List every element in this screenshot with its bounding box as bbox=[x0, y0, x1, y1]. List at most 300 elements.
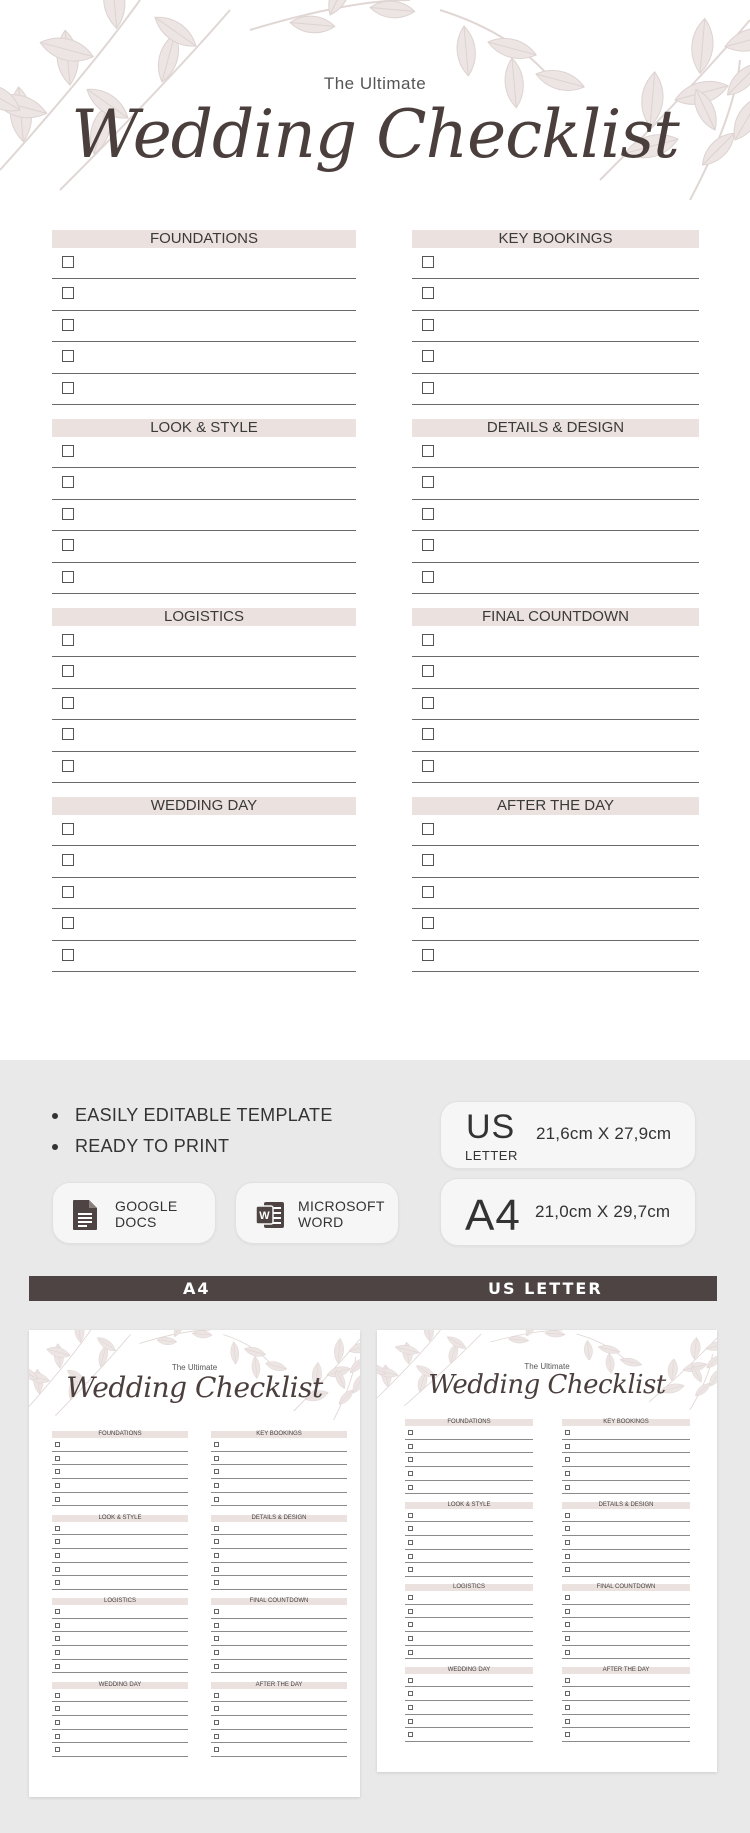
checkbox[interactable] bbox=[408, 1595, 413, 1600]
section-header: AFTER THE DAY bbox=[562, 1667, 690, 1674]
checklist-row[interactable] bbox=[52, 1619, 188, 1633]
checklist-row[interactable] bbox=[412, 815, 699, 846]
checklist-section bbox=[405, 1419, 533, 1502]
checkbox[interactable] bbox=[214, 1483, 219, 1488]
checkbox[interactable] bbox=[565, 1691, 570, 1696]
checklist-row[interactable] bbox=[412, 909, 699, 940]
checkbox[interactable] bbox=[214, 1553, 219, 1558]
checkbox[interactable] bbox=[422, 350, 434, 362]
checklist-section bbox=[405, 1584, 533, 1667]
checklist-row[interactable] bbox=[405, 1481, 533, 1495]
checkbox[interactable] bbox=[408, 1430, 413, 1435]
checklist-row[interactable] bbox=[211, 1743, 347, 1757]
checkbox[interactable] bbox=[565, 1554, 570, 1559]
checkbox[interactable] bbox=[55, 1442, 60, 1447]
checkbox[interactable] bbox=[422, 665, 434, 677]
checkbox[interactable] bbox=[422, 508, 434, 520]
checklist-section bbox=[412, 608, 699, 797]
checklist-row[interactable] bbox=[412, 468, 699, 499]
checklist-row[interactable] bbox=[52, 689, 356, 720]
checklist-row[interactable] bbox=[211, 1689, 347, 1703]
checklist-section bbox=[52, 230, 356, 419]
checklist-row[interactable] bbox=[211, 1605, 347, 1619]
checklist-row[interactable] bbox=[562, 1591, 690, 1605]
checkbox[interactable] bbox=[62, 760, 74, 772]
checklist-row[interactable] bbox=[412, 846, 699, 877]
checkbox[interactable] bbox=[62, 886, 74, 898]
checklist-row[interactable] bbox=[562, 1701, 690, 1715]
checkbox[interactable] bbox=[422, 823, 434, 835]
checklist-row[interactable] bbox=[405, 1728, 533, 1742]
checkbox[interactable] bbox=[408, 1678, 413, 1683]
checkbox[interactable] bbox=[422, 571, 434, 583]
checklist-row[interactable] bbox=[52, 1730, 188, 1744]
size-code: A4 bbox=[465, 1191, 521, 1240]
checkbox[interactable] bbox=[55, 1580, 60, 1585]
checklist-row[interactable] bbox=[412, 626, 699, 657]
section-header: LOOK & STYLE bbox=[405, 1502, 533, 1509]
checkbox[interactable] bbox=[214, 1442, 219, 1447]
checkbox[interactable] bbox=[422, 949, 434, 961]
checkbox[interactable] bbox=[422, 886, 434, 898]
checkbox[interactable] bbox=[565, 1705, 570, 1710]
checklist-row[interactable] bbox=[405, 1426, 533, 1440]
checkbox[interactable] bbox=[55, 1693, 60, 1698]
checkbox[interactable] bbox=[55, 1456, 60, 1461]
checklist-row[interactable] bbox=[52, 374, 356, 405]
checkbox[interactable] bbox=[55, 1650, 60, 1655]
checklist-row[interactable] bbox=[211, 1522, 347, 1536]
checkbox[interactable] bbox=[422, 256, 434, 268]
checklist-row[interactable] bbox=[52, 279, 356, 310]
checklist-row[interactable] bbox=[405, 1467, 533, 1481]
checkbox[interactable] bbox=[62, 697, 74, 709]
checkbox[interactable] bbox=[408, 1609, 413, 1614]
checklist-row[interactable] bbox=[52, 500, 356, 531]
checkbox[interactable] bbox=[408, 1540, 413, 1545]
checkbox[interactable] bbox=[565, 1444, 570, 1449]
checklist-row[interactable] bbox=[562, 1536, 690, 1550]
checkbox[interactable] bbox=[62, 350, 74, 362]
checklist-section bbox=[211, 1598, 347, 1682]
checkbox[interactable] bbox=[565, 1622, 570, 1627]
checkbox[interactable] bbox=[422, 382, 434, 394]
checklist-section bbox=[52, 1431, 188, 1515]
checklist-row[interactable] bbox=[52, 626, 356, 657]
google-docs-label: GOOGLE DOCS bbox=[115, 1198, 178, 1230]
checklist-row[interactable] bbox=[405, 1687, 533, 1701]
checkbox[interactable] bbox=[408, 1444, 413, 1449]
checkbox[interactable] bbox=[62, 917, 74, 929]
checklist-row[interactable] bbox=[52, 1438, 188, 1452]
checkbox[interactable] bbox=[214, 1456, 219, 1461]
checklist-row[interactable] bbox=[412, 563, 699, 594]
checkbox[interactable] bbox=[62, 539, 74, 551]
checklist-row[interactable] bbox=[405, 1440, 533, 1454]
checkbox[interactable] bbox=[214, 1609, 219, 1614]
checklist-row[interactable] bbox=[52, 1465, 188, 1479]
checklist-section bbox=[562, 1584, 690, 1667]
checkbox[interactable] bbox=[214, 1623, 219, 1628]
feature-list bbox=[52, 1100, 333, 1162]
checklist-row[interactable] bbox=[211, 1563, 347, 1577]
checklist-subtitle: The Ultimate bbox=[323, 74, 427, 93]
checkbox[interactable] bbox=[565, 1719, 570, 1724]
size-dimensions: 21,0cm X 29,7cm bbox=[535, 1202, 671, 1221]
section-header: KEY BOOKINGS bbox=[412, 230, 699, 248]
checkbox[interactable] bbox=[422, 917, 434, 929]
checkbox[interactable] bbox=[408, 1650, 413, 1655]
checkbox[interactable] bbox=[422, 319, 434, 331]
checklist-row[interactable] bbox=[412, 752, 699, 783]
checklist-row[interactable] bbox=[52, 248, 356, 279]
section-header: LOGISTICS bbox=[405, 1584, 533, 1591]
checklist-row[interactable] bbox=[211, 1493, 347, 1507]
checkbox[interactable] bbox=[62, 445, 74, 457]
checkbox[interactable] bbox=[214, 1664, 219, 1669]
checkbox[interactable] bbox=[62, 287, 74, 299]
checklist-row[interactable] bbox=[412, 311, 699, 342]
checkbox[interactable] bbox=[408, 1705, 413, 1710]
checklist-row[interactable] bbox=[412, 248, 699, 279]
checkbox[interactable] bbox=[214, 1734, 219, 1739]
checklist-row[interactable] bbox=[52, 1479, 188, 1493]
checkbox[interactable] bbox=[214, 1526, 219, 1531]
checklist-row[interactable] bbox=[562, 1674, 690, 1688]
checklist-row[interactable] bbox=[52, 1493, 188, 1507]
section-header: AFTER THE DAY bbox=[211, 1682, 347, 1689]
section-header: LOGISTICS bbox=[52, 1598, 188, 1605]
microsoft-word-badge bbox=[235, 1182, 399, 1244]
checklist-row[interactable] bbox=[562, 1522, 690, 1536]
checklist-row[interactable] bbox=[405, 1715, 533, 1729]
checklist-row[interactable] bbox=[211, 1716, 347, 1730]
checkbox[interactable] bbox=[565, 1471, 570, 1476]
checklist-row[interactable] bbox=[52, 1535, 188, 1549]
checkbox[interactable] bbox=[55, 1734, 60, 1739]
checklist-row[interactable] bbox=[211, 1549, 347, 1563]
checkbox[interactable] bbox=[62, 571, 74, 583]
section-header: FINAL COUNTDOWN bbox=[412, 608, 699, 626]
checkbox[interactable] bbox=[565, 1636, 570, 1641]
checklist-row[interactable] bbox=[412, 531, 699, 562]
checklist-row[interactable] bbox=[405, 1509, 533, 1523]
checkbox[interactable] bbox=[565, 1595, 570, 1600]
checklist-row[interactable] bbox=[405, 1605, 533, 1619]
checklist-row[interactable] bbox=[562, 1715, 690, 1729]
checklist-section bbox=[412, 797, 699, 986]
checklist-section bbox=[52, 1682, 188, 1766]
checkbox[interactable] bbox=[55, 1483, 60, 1488]
checkbox[interactable] bbox=[422, 445, 434, 457]
checkbox[interactable] bbox=[55, 1623, 60, 1628]
checklist-row[interactable] bbox=[562, 1453, 690, 1467]
checkbox[interactable] bbox=[408, 1622, 413, 1627]
checklist-row[interactable] bbox=[52, 531, 356, 562]
preview-column bbox=[52, 1431, 188, 1765]
checkbox[interactable] bbox=[565, 1732, 570, 1737]
bar-label-us-letter: US LETTER bbox=[488, 1279, 603, 1298]
checklist-section bbox=[52, 608, 356, 797]
checklist-section bbox=[52, 1598, 188, 1682]
checkbox[interactable] bbox=[55, 1497, 60, 1502]
right-column bbox=[412, 230, 699, 986]
checklist-row[interactable] bbox=[52, 1605, 188, 1619]
checklist-row[interactable] bbox=[52, 1689, 188, 1703]
section-header: DETAILS & DESIGN bbox=[562, 1502, 690, 1509]
section-header: WEDDING DAY bbox=[52, 797, 356, 815]
checklist-section bbox=[562, 1419, 690, 1502]
checklist-row[interactable] bbox=[52, 563, 356, 594]
checklist-row[interactable] bbox=[52, 1702, 188, 1716]
preview-subtitle: The Ultimate bbox=[524, 1362, 570, 1371]
checklist-section bbox=[405, 1667, 533, 1750]
checkbox[interactable] bbox=[422, 760, 434, 772]
checklist-section bbox=[562, 1502, 690, 1585]
checklist-row[interactable] bbox=[405, 1646, 533, 1660]
checkbox[interactable] bbox=[55, 1706, 60, 1711]
microsoft-word-label: MICROSOFT WORD bbox=[298, 1198, 385, 1230]
checkbox[interactable] bbox=[565, 1650, 570, 1655]
checklist-row[interactable] bbox=[562, 1440, 690, 1454]
checkbox[interactable] bbox=[565, 1513, 570, 1518]
checklist-row[interactable] bbox=[412, 374, 699, 405]
a4-preview bbox=[29, 1330, 360, 1797]
checkbox[interactable] bbox=[214, 1580, 219, 1585]
checklist-row[interactable] bbox=[211, 1660, 347, 1674]
checklist-row[interactable] bbox=[405, 1674, 533, 1688]
checklist-row[interactable] bbox=[52, 1452, 188, 1466]
checkbox[interactable] bbox=[55, 1526, 60, 1531]
checkbox[interactable] bbox=[214, 1693, 219, 1698]
checklist-row[interactable] bbox=[405, 1632, 533, 1646]
checkbox[interactable] bbox=[565, 1430, 570, 1435]
checkbox[interactable] bbox=[422, 634, 434, 646]
section-header: FINAL COUNTDOWN bbox=[562, 1584, 690, 1591]
checklist-row[interactable] bbox=[52, 1743, 188, 1757]
checkbox[interactable] bbox=[55, 1567, 60, 1572]
checkbox[interactable] bbox=[565, 1457, 570, 1462]
checklist-row[interactable] bbox=[52, 1716, 188, 1730]
preview-subtitle: The Ultimate bbox=[171, 1363, 218, 1372]
checklist-row[interactable] bbox=[405, 1618, 533, 1632]
checklist-row[interactable] bbox=[562, 1728, 690, 1742]
checkbox[interactable] bbox=[422, 287, 434, 299]
checkbox[interactable] bbox=[62, 665, 74, 677]
checkbox[interactable] bbox=[55, 1747, 60, 1752]
checklist-section bbox=[211, 1515, 347, 1599]
checkbox[interactable] bbox=[62, 476, 74, 488]
checklist-row[interactable] bbox=[562, 1509, 690, 1523]
checklist-row[interactable] bbox=[562, 1618, 690, 1632]
checkbox[interactable] bbox=[408, 1636, 413, 1641]
preview-column bbox=[405, 1419, 533, 1749]
checklist-row[interactable] bbox=[52, 815, 356, 846]
checklist-row[interactable] bbox=[211, 1646, 347, 1660]
checklist-row[interactable] bbox=[52, 1522, 188, 1536]
checklist-row[interactable] bbox=[211, 1730, 347, 1744]
checklist-row[interactable] bbox=[562, 1563, 690, 1577]
checklist-row[interactable] bbox=[52, 657, 356, 688]
section-header: FOUNDATIONS bbox=[405, 1419, 533, 1426]
checklist-row[interactable] bbox=[211, 1535, 347, 1549]
checkbox[interactable] bbox=[565, 1485, 570, 1490]
checklist-row[interactable] bbox=[211, 1479, 347, 1493]
checkbox[interactable] bbox=[214, 1650, 219, 1655]
checkbox[interactable] bbox=[55, 1720, 60, 1725]
checklist-row[interactable] bbox=[412, 500, 699, 531]
checklist-row[interactable] bbox=[405, 1563, 533, 1577]
checkbox[interactable] bbox=[408, 1485, 413, 1490]
checklist-row[interactable] bbox=[211, 1576, 347, 1590]
checklist-row[interactable] bbox=[52, 1646, 188, 1660]
checklist-row[interactable] bbox=[52, 941, 356, 972]
checkbox[interactable] bbox=[408, 1513, 413, 1518]
checklist-row[interactable] bbox=[405, 1701, 533, 1715]
checkbox[interactable] bbox=[422, 476, 434, 488]
checklist-section bbox=[412, 419, 699, 608]
checkbox[interactable] bbox=[565, 1526, 570, 1531]
checkbox[interactable] bbox=[62, 508, 74, 520]
checklist-row[interactable] bbox=[405, 1536, 533, 1550]
checklist-row[interactable] bbox=[405, 1453, 533, 1467]
checkbox[interactable] bbox=[62, 728, 74, 740]
checklist-row[interactable] bbox=[412, 279, 699, 310]
checkbox[interactable] bbox=[408, 1457, 413, 1462]
checklist-row[interactable] bbox=[52, 311, 356, 342]
checklist-row[interactable] bbox=[52, 1576, 188, 1590]
section-header: FINAL COUNTDOWN bbox=[211, 1598, 347, 1605]
checkbox[interactable] bbox=[408, 1732, 413, 1737]
us-letter-size-badge bbox=[440, 1101, 696, 1169]
checkbox[interactable] bbox=[62, 854, 74, 866]
checkbox[interactable] bbox=[422, 697, 434, 709]
checkbox[interactable] bbox=[408, 1471, 413, 1476]
checklist-row[interactable] bbox=[52, 878, 356, 909]
checkbox[interactable] bbox=[62, 949, 74, 961]
checklist-row[interactable] bbox=[52, 1660, 188, 1674]
checkbox[interactable] bbox=[422, 539, 434, 551]
checkbox[interactable] bbox=[565, 1609, 570, 1614]
checkbox[interactable] bbox=[214, 1469, 219, 1474]
checkbox[interactable] bbox=[408, 1526, 413, 1531]
section-header: LOOK & STYLE bbox=[52, 419, 356, 437]
checkbox[interactable] bbox=[55, 1636, 60, 1641]
checklist-row[interactable] bbox=[562, 1646, 690, 1660]
checkbox[interactable] bbox=[62, 382, 74, 394]
checklist-row[interactable] bbox=[412, 342, 699, 373]
checkbox[interactable] bbox=[422, 854, 434, 866]
checklist-row[interactable] bbox=[412, 941, 699, 972]
checkbox[interactable] bbox=[408, 1554, 413, 1559]
checklist-row[interactable] bbox=[562, 1605, 690, 1619]
section-header: WEDDING DAY bbox=[405, 1667, 533, 1674]
checklist-section bbox=[52, 1515, 188, 1599]
checklist-row[interactable] bbox=[562, 1481, 690, 1495]
feature-item: EASILY EDITABLE TEMPLATE bbox=[52, 1100, 333, 1131]
checkbox[interactable] bbox=[62, 319, 74, 331]
checklist-row[interactable] bbox=[412, 878, 699, 909]
checkbox[interactable] bbox=[214, 1720, 219, 1725]
checkbox[interactable] bbox=[214, 1497, 219, 1502]
checkbox[interactable] bbox=[214, 1747, 219, 1752]
checklist-row[interactable] bbox=[52, 342, 356, 373]
checklist-row[interactable] bbox=[211, 1465, 347, 1479]
section-header: WEDDING DAY bbox=[52, 1682, 188, 1689]
checklist-row[interactable] bbox=[52, 1632, 188, 1646]
checkbox[interactable] bbox=[214, 1706, 219, 1711]
checklist-row[interactable] bbox=[562, 1632, 690, 1646]
checklist-section bbox=[211, 1682, 347, 1766]
checkbox[interactable] bbox=[408, 1691, 413, 1696]
checklist-section bbox=[52, 419, 356, 608]
checklist-row[interactable] bbox=[52, 720, 356, 751]
google-docs-badge bbox=[52, 1182, 216, 1244]
a4-size-badge bbox=[440, 1178, 696, 1246]
checkbox[interactable] bbox=[62, 634, 74, 646]
checklist-row[interactable] bbox=[405, 1591, 533, 1605]
checklist-row[interactable] bbox=[211, 1452, 347, 1466]
checkbox[interactable] bbox=[565, 1678, 570, 1683]
checkbox[interactable] bbox=[214, 1539, 219, 1544]
checkbox[interactable] bbox=[55, 1469, 60, 1474]
checkbox[interactable] bbox=[408, 1719, 413, 1724]
section-header: DETAILS & DESIGN bbox=[412, 419, 699, 437]
checklist-row[interactable] bbox=[562, 1687, 690, 1701]
checkbox[interactable] bbox=[565, 1540, 570, 1545]
checklist-section bbox=[562, 1667, 690, 1750]
checkbox[interactable] bbox=[565, 1567, 570, 1572]
checkbox[interactable] bbox=[55, 1609, 60, 1614]
checkbox[interactable] bbox=[55, 1553, 60, 1558]
checklist-row[interactable] bbox=[405, 1522, 533, 1536]
checklist-row[interactable] bbox=[412, 437, 699, 468]
checklist-row[interactable] bbox=[52, 468, 356, 499]
checklist-row[interactable] bbox=[52, 846, 356, 877]
checklist-row[interactable] bbox=[211, 1438, 347, 1452]
checklist-section bbox=[405, 1502, 533, 1585]
section-header: LOOK & STYLE bbox=[52, 1515, 188, 1522]
checklist-row[interactable] bbox=[412, 720, 699, 751]
checklist-row[interactable] bbox=[405, 1550, 533, 1564]
checklist-row[interactable] bbox=[562, 1550, 690, 1564]
checklist-row[interactable] bbox=[52, 1549, 188, 1563]
microsoft-word-icon bbox=[254, 1199, 286, 1231]
checkbox[interactable] bbox=[214, 1567, 219, 1572]
checkbox[interactable] bbox=[214, 1636, 219, 1641]
checklist-row[interactable] bbox=[52, 909, 356, 940]
checkbox[interactable] bbox=[422, 728, 434, 740]
checkbox[interactable] bbox=[55, 1539, 60, 1544]
checklist-row[interactable] bbox=[562, 1467, 690, 1481]
checklist-row[interactable] bbox=[412, 657, 699, 688]
checkbox[interactable] bbox=[408, 1567, 413, 1572]
section-header: KEY BOOKINGS bbox=[562, 1419, 690, 1426]
size-subcode: LETTER bbox=[465, 1148, 518, 1163]
checklist-row[interactable] bbox=[52, 437, 356, 468]
checklist-row[interactable] bbox=[52, 1563, 188, 1577]
checklist-row[interactable] bbox=[562, 1426, 690, 1440]
checklist-row[interactable] bbox=[211, 1632, 347, 1646]
checkbox[interactable] bbox=[62, 256, 74, 268]
checkbox[interactable] bbox=[55, 1664, 60, 1669]
checklist-row[interactable] bbox=[52, 752, 356, 783]
checklist-section bbox=[412, 230, 699, 419]
checklist-row[interactable] bbox=[211, 1702, 347, 1716]
checklist-row[interactable] bbox=[412, 689, 699, 720]
checklist-row[interactable] bbox=[211, 1619, 347, 1633]
checkbox[interactable] bbox=[62, 823, 74, 835]
